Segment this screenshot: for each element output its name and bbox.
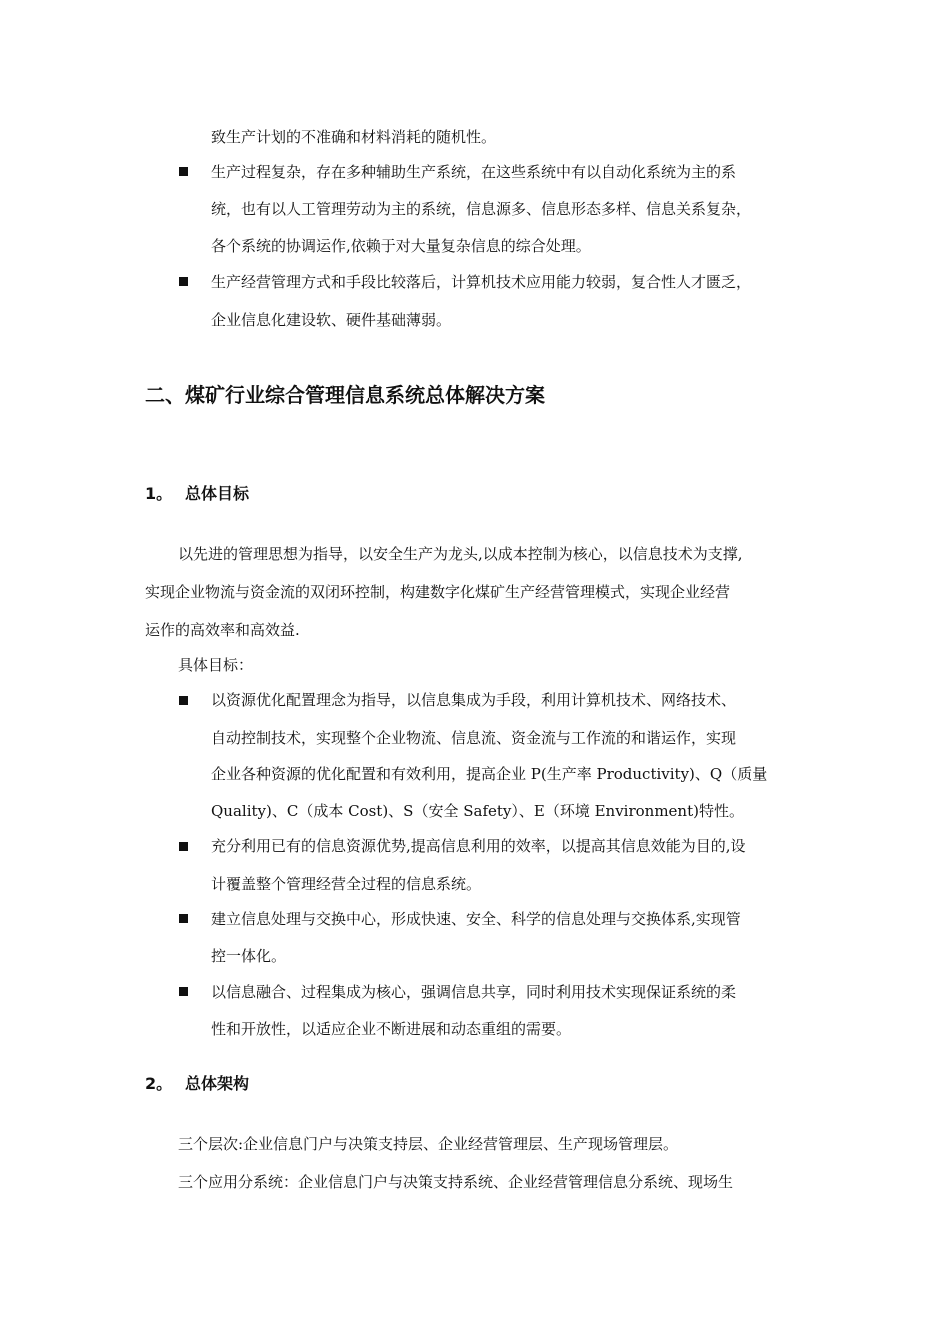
intro-bullet-2-line-2: 企业信息化建设软、硬件基础薄弱。 <box>211 311 452 329</box>
goal-paragraph-line-1: 以先进的管理思想为指导，以安全生产为龙头,以成本控制为核心，以信息技术为支撑, <box>178 545 743 563</box>
goal-bullet-4-line-1: 以信息融合、过程集成为核心，强调信息共享，同时利用技术实现保证系统的柔 <box>211 983 737 1001</box>
subsection-2-title: 总体架构 <box>185 1074 250 1093</box>
intro-continuation-line: 致生产计划的不准确和材料消耗的随机性。 <box>211 128 497 146</box>
goal-paragraph-line-2: 实现企业物流与资金流的双闭环控制，构建数字化煤矿生产经营管理模式，实现企业经营 <box>145 583 731 601</box>
goal-bullet-4-line-2: 性和开放性，以适应企业不断进展和动态重组的需要。 <box>211 1020 572 1038</box>
section-heading: 二、煤矿行业综合管理信息系统总体解决方案 <box>145 383 545 407</box>
goal-bullet-3-line-2: 控一体化。 <box>211 947 287 965</box>
goal-bullet-2-line-2: 计覆盖整个管理经营全过程的信息系统。 <box>211 875 482 893</box>
goal-bullet-2-line-1: 充分利用已有的信息资源优势,提高信息利用的效率，以提高其信息效能为目的,设 <box>211 837 746 855</box>
specific-goals-label: 具体目标： <box>178 656 254 674</box>
intro-bullet-2-line-1: 生产经营管理方式和手段比较落后，计算机技术应用能力较弱，复合性人才匮乏， <box>211 273 752 291</box>
subsection-2-heading <box>145 1073 249 1095</box>
goal-bullet-1-line-2: 自动控制技术，实现整个企业物流、信息流、资金流与工作流的和谐运作，实现 <box>211 729 737 747</box>
bullet-square-icon <box>179 987 188 996</box>
subsection-2-number: 2。 <box>145 1074 173 1093</box>
bullet-square-icon <box>179 277 188 286</box>
goal-bullet-3-line-1: 建立信息处理与交换中心，形成快速、安全、科学的信息处理与交换体系,实现管 <box>211 910 741 928</box>
subsection-1-title: 总体目标 <box>185 484 250 503</box>
bullet-square-icon <box>179 167 188 176</box>
goal-bullet-1-line-3: 企业各种资源的优化配置和有效利用，提高企业 P(生产率 Productivity)、Q（质量 <box>211 765 768 783</box>
intro-bullet-1-line-2: 统，也有以人工管理劳动为主的系统，信息源多、信息形态多样、信息关系复杂， <box>211 200 752 218</box>
architecture-line-1: 三个层次:企业信息门户与决策支持层、企业经营管理层、生产现场管理层。 <box>178 1135 679 1153</box>
subsection-1-heading <box>145 483 249 505</box>
bullet-square-icon <box>179 914 188 923</box>
intro-bullet-1-line-1: 生产过程复杂，存在多种辅助生产系统，在这些系统中有以自动化系统为主的系 <box>211 163 737 181</box>
subsection-1-number: 1。 <box>145 484 173 503</box>
goal-paragraph-line-3: 运作的高效率和高效益. <box>145 621 300 639</box>
architecture-line-2: 三个应用分系统：企业信息门户与决策支持系统、企业经营管理信息分系统、现场生 <box>178 1173 734 1191</box>
intro-bullet-1-line-3: 各个系统的协调运作,依赖于对大量复杂信息的综合处理。 <box>211 237 591 255</box>
goal-bullet-1-line-4: Quality)、C（成本 Cost)、S（安全 Safety）、E（环境 Environment)特性。 <box>211 802 744 820</box>
goal-bullet-1-line-1: 以资源优化配置理念为指导，以信息集成为手段，利用计算机技术、网络技术、 <box>211 691 737 709</box>
bullet-square-icon <box>179 696 188 705</box>
bullet-square-icon <box>179 842 188 851</box>
